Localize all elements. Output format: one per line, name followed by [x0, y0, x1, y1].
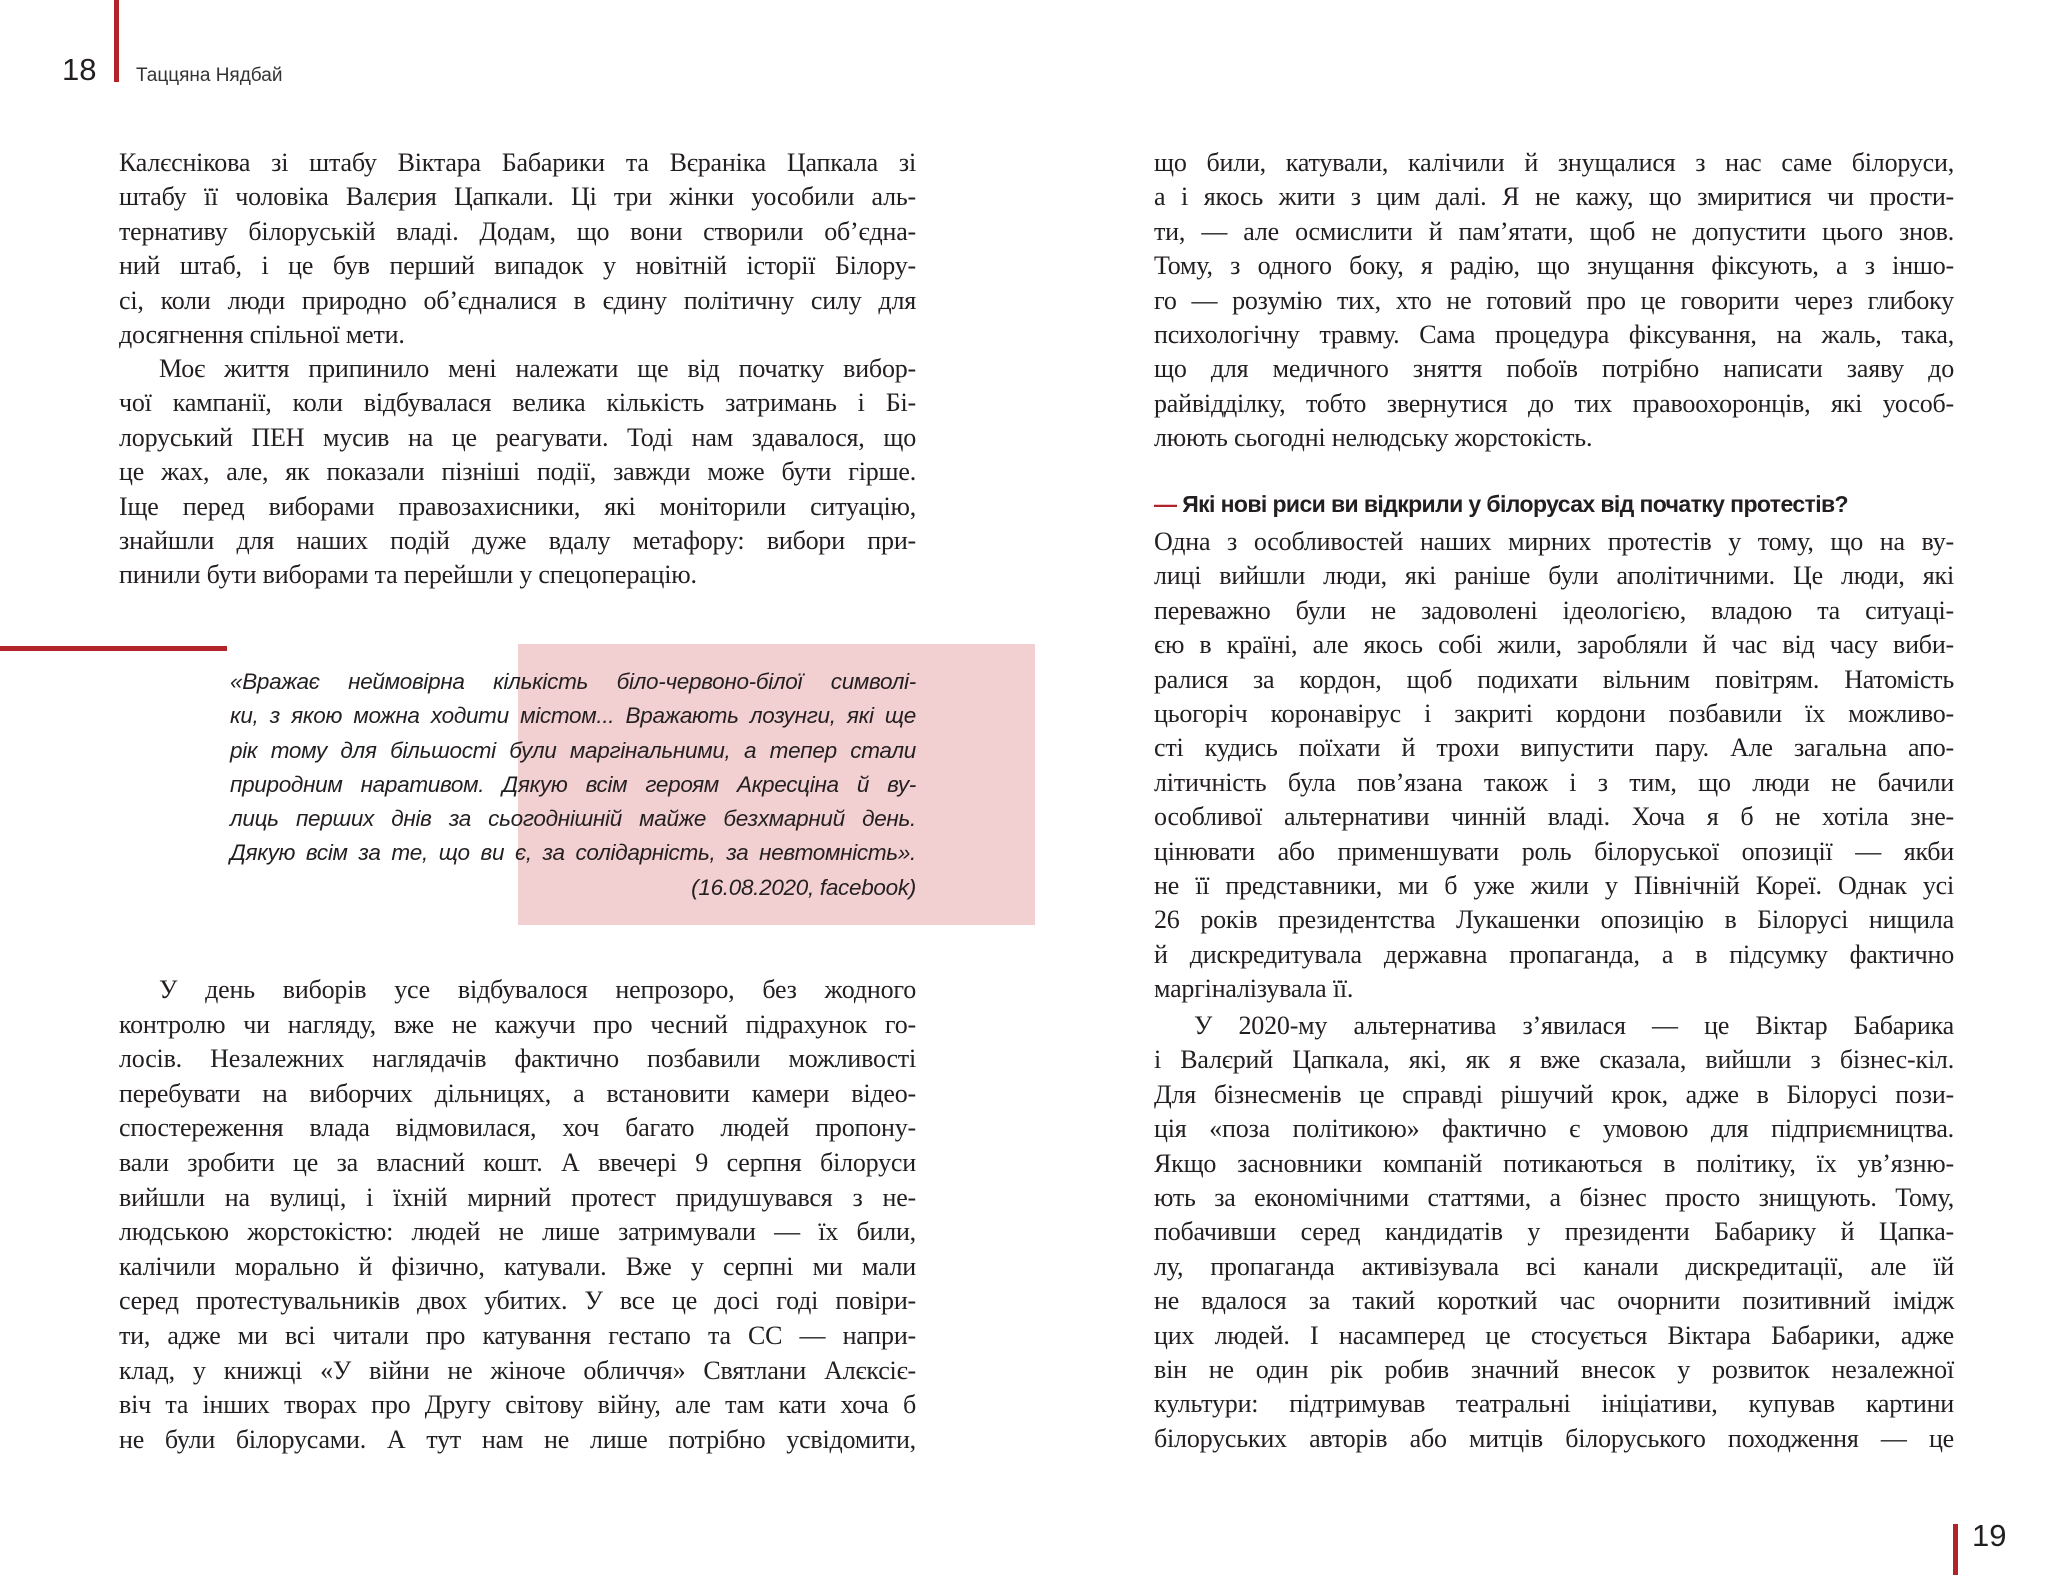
text-line: особливої альтернативи чинній владі. Хоча я б не хотіла зне-: [1154, 802, 1954, 832]
text-line: штабу її чоловіка Валєрия Цапкали. Ці три жінки уособили аль-: [119, 182, 916, 212]
text-line: Для бізнесменів це справді рішучий крок, адже в Білорусі пози-: [1154, 1079, 1954, 1109]
left-paragraph-3: [119, 973, 916, 1457]
quote-accent-line: [0, 646, 227, 651]
quote-source: (16.08.2020, facebook): [691, 874, 916, 900]
text-line: ралися за кордон, щоб подихати вільним повітрям. Натомість: [1154, 664, 1954, 694]
text-line: цих людей. І насамперед це стосується Віктара Бабарики, адже: [1154, 1320, 1954, 1350]
text-line: Якщо засновники компаній потикаються в політику, їх ув’язню-: [1154, 1148, 1954, 1178]
text-line: Дякую всім за те, що ви є, за солідарність, за невтомність».: [230, 840, 916, 866]
text-line: білоруських авторів або митців білоруського походження — це: [1154, 1423, 1954, 1453]
text-line: тернативу білоруській владі. Додам, що вони створили об’єдна-: [119, 216, 916, 246]
text-line: і Валєрий Цапкала, які, як я вже сказала, вийшли з бізнес-кіл.: [1154, 1045, 1954, 1075]
text-line: це жах, але, як показали пізніші події, завжди може бути гірше.: [119, 457, 916, 487]
text-line: маргіналізувала її.: [1154, 974, 1354, 1004]
header-accent-bar-left: [114, 0, 119, 82]
text-line: не вдалося за такий короткий час очорнити позитивний імідж: [1154, 1286, 1954, 1316]
text-line: Моє життя припинило мені належати ще від початку вибор-: [159, 354, 916, 383]
text-line: Калєснікова зі штабу Віктара Бабарики та Вєраніка Цапкала зі: [119, 148, 916, 177]
text-line: ція «поза політикою» фактично є умовою для підприємництва.: [1154, 1114, 1954, 1144]
text-line: лосів. Незалежних наглядачів фактично позбавили можливості: [119, 1044, 916, 1074]
text-line: 26 років президентства Лукашенки опозицію в Білорусі нищила: [1154, 905, 1954, 935]
text-line: побачивши серед кандидатів у президенти Бабарику й Цапка-: [1154, 1217, 1954, 1247]
page-number-right: 19: [1972, 1518, 2007, 1553]
text-line: культури: підтримував театральні ініціативи, купував картини: [1154, 1389, 1954, 1419]
text-line: віч та інших творах про Другу світову війну, але там кати хоча б: [119, 1390, 916, 1420]
left-paragraph-1: [119, 146, 916, 352]
right-paragraph-3: [1154, 1009, 1954, 1456]
question-dash: —: [1154, 491, 1177, 517]
text-line: ти, адже ми всі читали про катування гестапо та СС — напри-: [119, 1320, 916, 1350]
text-line: лиці вийшли люди, які раніше були аполітичними. Це люди, які: [1154, 561, 1954, 591]
interview-question: [1154, 487, 1954, 521]
text-line: контролю чи нагляду, вже не кажучи про чесний підрахунок го-: [119, 1009, 916, 1039]
text-line: чої кампанії, коли відбувалася велика кількість затримань і Бі-: [119, 388, 916, 418]
text-line: не були білорусами. А тут нам не лише потрібно усвідомити,: [119, 1424, 916, 1454]
text-line: переважно були не задоволені ідеологією, владою та ситуаці-: [1154, 595, 1954, 625]
text-line: лу, пропаганда активізувала всі канали дискредитації, але їй: [1154, 1251, 1954, 1281]
page-number-left: 18: [62, 52, 97, 87]
text-line: цьогоріч коронавірус і закриті кордони позбавили їх можливо-: [1154, 698, 1954, 728]
text-line: У день виборів усе відбувалося непрозоро, без жодного: [159, 975, 916, 1004]
text-line: ки, з якою можна ходити містом... Вражають лозунги, які ще: [230, 703, 916, 729]
text-line: й дискредитувала державна пропаганда, а в підсумку фактично: [1154, 939, 1954, 969]
text-line: спостереження влада відмовилася, хоч багато людей пропону-: [119, 1113, 916, 1143]
text-line: ти, — але осмислити й пам’ятати, щоб не допустити цього знов.: [1154, 216, 1954, 246]
running-header-author: Таццяна Нядбай: [136, 65, 283, 86]
text-line: вийшли на вулиці, і їхній мирний протест придушувався з не-: [119, 1182, 916, 1212]
text-line: райвідділку, тобто звернутися до тих правоохоронців, які уособ-: [1154, 388, 1954, 418]
text-line: не її представники, ми б уже жили у Північній Кореї. Однак усі: [1154, 870, 1954, 900]
text-line: ють за економічними статтями, а бізнес просто знищують. Тому,: [1154, 1182, 1954, 1212]
text-line: сі, коли люди природно об’єдналися в єдину політичну силу для: [119, 285, 916, 315]
text-line: серед протестувальників двох убитих. У все це досі годі повіри-: [119, 1286, 916, 1316]
text-line: природним наративом. Дякую всім героям Акресціна й ву-: [230, 771, 916, 797]
right-paragraph-1: [1154, 146, 1954, 456]
text-line: люють сьогодні нелюдську жорстокість.: [1154, 423, 1593, 453]
text-line: рік тому для більшості були маргінальними, а тепер стали: [230, 737, 916, 763]
text-line: лиць перших днів за сьогоднішній майже безхмарний день.: [230, 806, 916, 832]
text-line: «Вражає неймовірна кількість біло-червоно-білої символі-: [230, 669, 916, 694]
text-line: психологічну травму. Сама процедура фіксування, на жаль, така,: [1154, 319, 1954, 349]
text-line: Іще перед виборами правозахисники, які моніторили ситуацію,: [119, 491, 916, 521]
text-line: він не один рік робив значний внесок у розвиток незалежної: [1154, 1354, 1954, 1384]
text-line: клад, у книжці «У війни не жіноче обличчя» Святлани Алєксіє-: [119, 1355, 916, 1385]
text-line: го — розумію тих, хто не готовий про це говорити через глибоку: [1154, 285, 1954, 315]
text-line: а і якось жити з цим далі. Я не кажу, що змиритися чи прости-: [1154, 182, 1954, 212]
text-line: пинили бути виборами та перейшли у спецоперацію.: [119, 560, 697, 590]
text-line: людською жорстокістю: людей не лише затримували — їх били,: [119, 1217, 916, 1247]
text-line: знайшли для наших подій дуже вдалу метафору: вибори при-: [119, 525, 916, 555]
question-text: Які нові риси ви відкрили у білорусах від початку протестів?: [1182, 491, 1848, 517]
text-line: перебувати на виборчих дільницях, а встановити камери відео-: [119, 1078, 916, 1108]
left-paragraph-2: [119, 352, 916, 593]
text-line: досягнення спільної мети.: [119, 319, 405, 349]
text-line: що били, катували, калічили й знущалися з нас саме білоруси,: [1154, 148, 1954, 177]
text-line: лоруський ПЕН мусив на це реагувати. Тоді нам здавалося, що: [119, 422, 916, 452]
right-paragraph-2: [1154, 525, 1954, 1006]
pull-quote: [230, 665, 916, 905]
text-line: Одна з особливостей наших мирних протестів у тому, що на ву-: [1154, 527, 1954, 556]
text-line: У 2020-му альтернатива з’явилася — це Віктар Бабарика: [1194, 1011, 1954, 1040]
text-line: єю в країні, але якось собі жили, заробляли й час від часу виби-: [1154, 630, 1954, 660]
text-line: калічили морально й фізично, катували. Вже у серпні ми мали: [119, 1251, 916, 1281]
text-line: ний штаб, і це був перший випадок у новітній історії Білору-: [119, 251, 916, 281]
text-line: Тому, з одного боку, я радію, що знущання фіксують, а з іншо-: [1154, 251, 1954, 281]
text-line: літичність була пов’язана також і з тим, що люди не бачили: [1154, 767, 1954, 797]
text-line: сті кудись поїхати й трохи випустити пару. Але загальна апо-: [1154, 733, 1954, 763]
text-line: вали зробити це за власний кошт. А ввечері 9 серпня білоруси: [119, 1147, 916, 1177]
text-line: що для медичного зняття побоїв потрібно написати заяву до: [1154, 354, 1954, 384]
footer-accent-bar-right: [1953, 1524, 1958, 1575]
text-line: цінювати або применшувати роль білоруської опозиції — якби: [1154, 836, 1954, 866]
